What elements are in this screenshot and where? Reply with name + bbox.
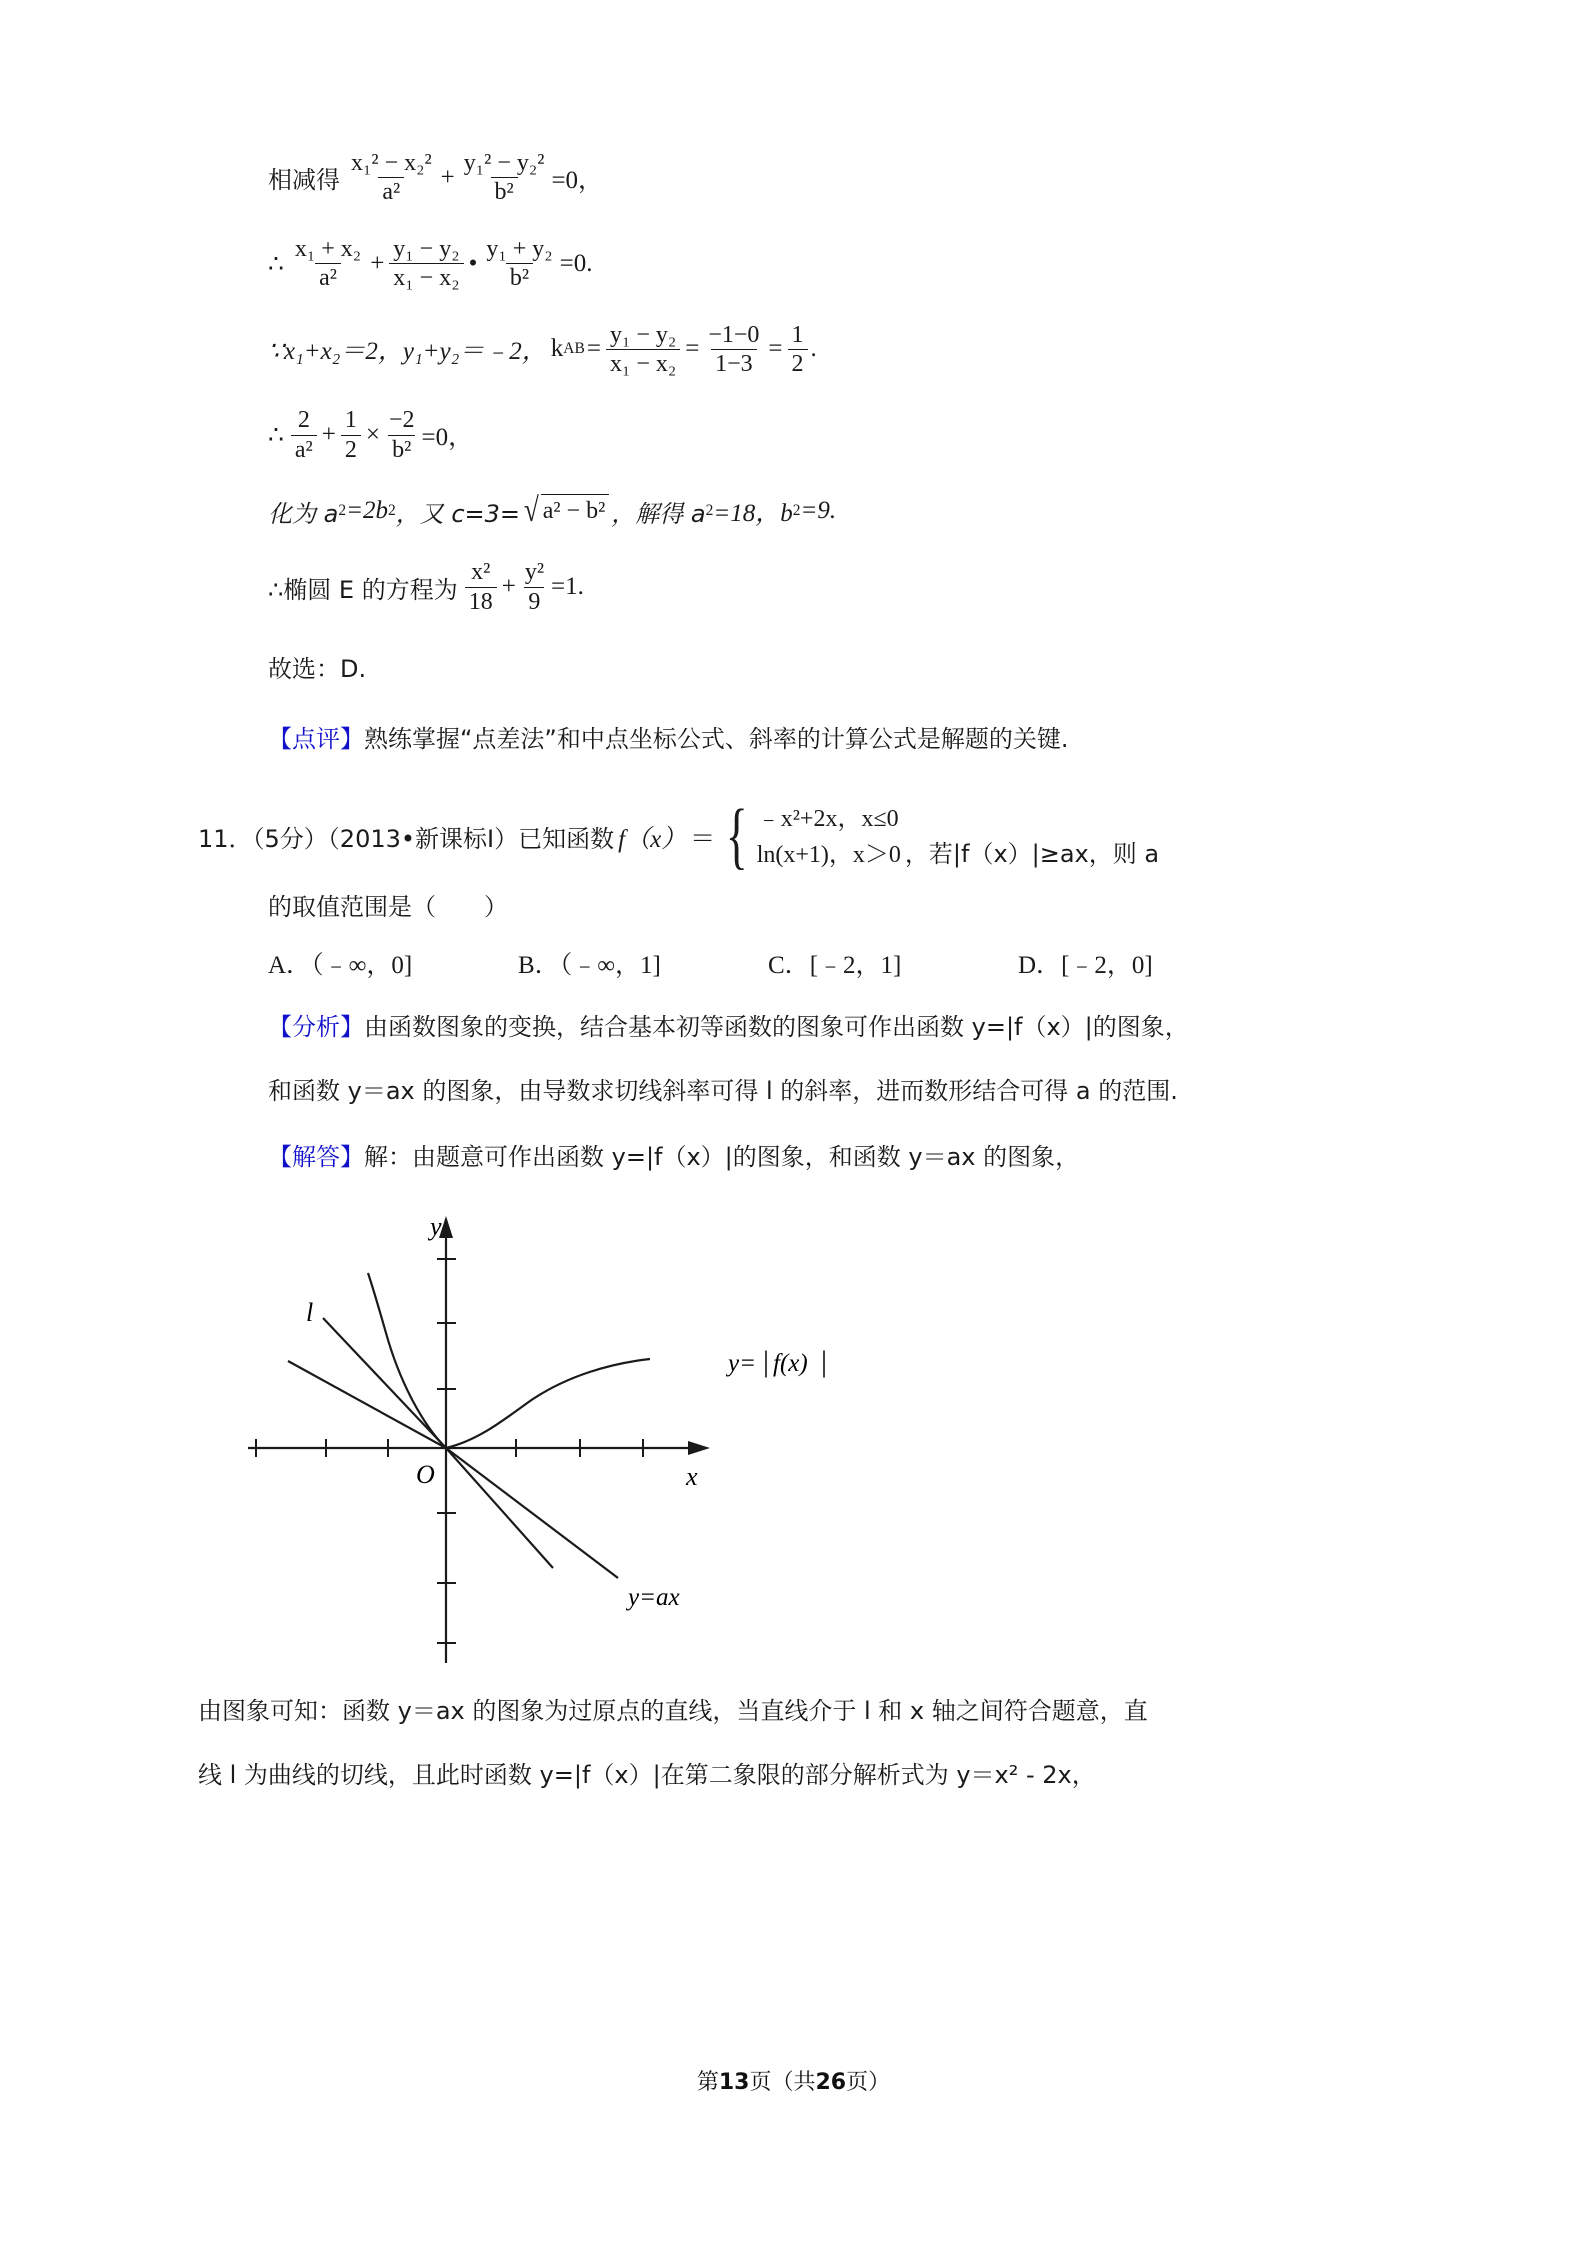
option-d-letter: D． bbox=[1018, 951, 1062, 979]
solution-line-6 bbox=[268, 559, 1358, 615]
tangent-line-l bbox=[323, 1318, 446, 1448]
left-brace: { bbox=[725, 795, 748, 878]
line-y-ax-lower-shallow bbox=[446, 1448, 618, 1578]
function-fx-label: f（x） bbox=[618, 825, 687, 853]
fraction-2a-denominator: a² bbox=[315, 263, 341, 291]
fraction-1b-denominator: b² bbox=[491, 177, 518, 205]
question-11-equals: ＝ bbox=[690, 825, 716, 853]
function-graph-figure bbox=[218, 1193, 858, 1673]
analysis-paragraph-line-2: 和函数 y＝ax 的图象，由导数求切线斜率可得 l 的斜率，进而数形结合可得 a 的范围. bbox=[268, 1076, 1178, 1105]
abs-bar-left: | bbox=[763, 1344, 770, 1378]
simplify-text-e: =18，b bbox=[713, 500, 793, 528]
plus-sign-1: + bbox=[440, 163, 455, 191]
origin-label: O bbox=[416, 1459, 435, 1489]
solution-line-6-tail: =1. bbox=[551, 573, 584, 601]
footer-total-pages: 26 bbox=[815, 2070, 847, 2095]
fraction-4a-denominator: a² bbox=[291, 435, 317, 463]
solution-line-3-lead: ∵x₁+x₂＝2，y₁+y₂＝﹣2， bbox=[268, 338, 547, 366]
fraction-1b-numerator: y₁² − y₂² bbox=[463, 150, 545, 176]
analysis-text-1: 由函数图象的变换，结合基本初等函数的图象可作出函数 y=|f（x）|的图象， bbox=[364, 1012, 1189, 1041]
fraction-4c bbox=[385, 407, 419, 463]
multiply-dot-1: • bbox=[468, 249, 478, 277]
curve-abs-f-right-branch bbox=[446, 1359, 650, 1448]
fraction-1b bbox=[460, 150, 549, 206]
x-axis-arrow bbox=[688, 1441, 710, 1455]
footer-page-number: 13 bbox=[718, 2070, 750, 2095]
line-label-y-ax: y=ax bbox=[628, 1583, 680, 1611]
answer-text-1: 解：由题意可作出函数 y=|f（x）|的图象，和函数 y＝ax 的图象， bbox=[364, 1142, 1080, 1171]
solution-line-1 bbox=[268, 150, 1358, 206]
simplify-text-f: =9. bbox=[800, 497, 837, 525]
plus-sign-6: + bbox=[501, 573, 516, 601]
solution-line-2-tail: =0. bbox=[559, 249, 593, 277]
x-axis-label: x bbox=[686, 1461, 698, 1491]
simplify-text-c: ，又 c=3= bbox=[395, 499, 521, 528]
curve-label-abs-f: y= bbox=[728, 1349, 756, 1377]
fraction-2b-numerator: y₁ − y₂ bbox=[393, 235, 460, 262]
fraction-3b bbox=[704, 322, 763, 378]
option-b-letter: B． bbox=[518, 951, 560, 979]
fraction-4c-denominator: b² bbox=[388, 435, 415, 463]
line-y-ax-lower-steep bbox=[446, 1448, 553, 1568]
review-tag: 【点评】 bbox=[268, 725, 364, 753]
equals-sign-3a: = bbox=[586, 335, 601, 363]
answer-options bbox=[268, 945, 1358, 981]
conclusion-line-2: 线 l 为曲线的切线，且此时函数 y=|f（x）|在第二象限的部分解析式为 y＝x² - 2x， bbox=[198, 1760, 1096, 1789]
footer-prefix: 第 bbox=[696, 2070, 719, 2095]
piecewise-function bbox=[719, 795, 901, 878]
solution-line-3: ∵x₁+x₂＝2，y₁+y₂＝﹣2， k AB = $\frac{\text{y₁ − y₂}}{\text{x₁ − x₂}}$ = $\frac{-1-0}{1-3}$ = $\frac{1}{2}$ . bbox=[268, 321, 817, 377]
option-a-value: （﹣∞，0] bbox=[311, 951, 413, 979]
solution-line-5: 化为 a 2 =2b 2 ，又 c=3= √ a² − b² ，解得 a 2 =18，b 2 =9. bbox=[268, 491, 837, 529]
fraction-1a-denominator: a² bbox=[378, 177, 404, 205]
review-paragraph bbox=[268, 715, 1358, 765]
fraction-4a bbox=[291, 407, 317, 463]
fraction-3a-denominator: x₁ − x₂ bbox=[606, 349, 680, 377]
option-b[interactable] bbox=[518, 945, 768, 981]
fraction-6a-denominator: 18 bbox=[465, 587, 497, 615]
fraction-4b-numerator: 1 bbox=[344, 407, 357, 434]
review-text: 熟练掌握“点差法”和中点坐标公式、斜率的计算公式是解题的关键. bbox=[364, 724, 1069, 753]
equals-sign-3c: = bbox=[768, 335, 783, 363]
piecewise-case-1: ﹣x²+2x，x≤0 bbox=[756, 805, 899, 832]
question-11-range-line: 的取值范围是（ ） bbox=[268, 892, 508, 921]
plus-sign-2: + bbox=[370, 249, 385, 277]
solution-line-3-tail: . bbox=[810, 335, 817, 363]
fraction-2c bbox=[482, 236, 556, 292]
answer-tag: 【解答】 bbox=[268, 1143, 364, 1171]
multiply-sign-4: × bbox=[365, 421, 380, 449]
slope-k-symbol: k bbox=[550, 335, 564, 363]
solution-line-4-tail: =0， bbox=[421, 424, 474, 452]
graph-svg bbox=[218, 1193, 858, 1673]
conclusion-line-1: 由图象可知：函数 y＝ax 的图象为过原点的直线，当直线介于 l 和 x 轴之间符合题意，直 bbox=[198, 1696, 1148, 1725]
option-c-letter: C． bbox=[768, 951, 810, 979]
option-d-value: [﹣2，0] bbox=[1061, 951, 1153, 979]
fraction-3b-numerator: −1−0 bbox=[708, 321, 760, 348]
fraction-2b-denominator: x₁ − x₂ bbox=[389, 263, 463, 291]
ellipse-equation-lead: ∴椭圆 E 的方程为 bbox=[268, 575, 458, 604]
fraction-2b bbox=[389, 236, 463, 292]
fraction-2c-numerator: y₁ + y₂ bbox=[486, 235, 553, 262]
fraction-2a bbox=[291, 236, 365, 292]
option-a-letter: A． bbox=[268, 951, 312, 979]
analysis-tag: 【分析】 bbox=[268, 1013, 364, 1041]
fraction-3a bbox=[606, 322, 680, 378]
abs-bar-right: | bbox=[821, 1344, 828, 1378]
simplify-text-a: 化为 a bbox=[268, 499, 339, 528]
fraction-3a-numerator: y₁ − y₂ bbox=[609, 321, 677, 348]
page-footer bbox=[0, 2065, 1587, 2096]
fraction-1a bbox=[347, 150, 436, 206]
tangent-line-label: l bbox=[306, 1297, 314, 1327]
curve-abs-f-left-branch bbox=[368, 1273, 446, 1448]
footer-middle: 页（共 bbox=[749, 2070, 816, 2095]
question-11 bbox=[198, 795, 1358, 1799]
radicand: a² − b² bbox=[541, 494, 610, 529]
fraction-2c-denominator: b² bbox=[506, 263, 533, 291]
fraction-6b-denominator: 9 bbox=[524, 587, 544, 615]
radical-sign: √ bbox=[523, 491, 539, 529]
page-content bbox=[198, 150, 1358, 1799]
fraction-6b bbox=[521, 559, 548, 615]
fraction-3c-denominator: 2 bbox=[788, 349, 808, 377]
piecewise-case-2: ln(x+1)，x＞0 bbox=[756, 841, 901, 868]
analysis-paragraph-line-1 bbox=[268, 1003, 1358, 1053]
fraction-3c-numerator: 1 bbox=[791, 321, 804, 348]
equals-sign-3b: = bbox=[685, 335, 700, 363]
fraction-4a-numerator: 2 bbox=[297, 407, 310, 434]
curve-label-fx: f(x) bbox=[773, 1349, 808, 1377]
fraction-3c bbox=[788, 322, 808, 378]
fraction-4b bbox=[341, 407, 361, 463]
option-c[interactable] bbox=[768, 945, 1018, 981]
option-d[interactable] bbox=[1018, 945, 1268, 981]
fraction-6a bbox=[465, 559, 497, 615]
fraction-6b-numerator: y² bbox=[524, 559, 545, 586]
footer-suffix: 页） bbox=[846, 2070, 891, 2095]
square-root-expression bbox=[522, 491, 609, 529]
question-11-number: 11．（5分）（2013•新课标Ⅰ）已知函数 bbox=[198, 825, 615, 854]
fraction-4b-denominator: 2 bbox=[341, 435, 361, 463]
solution-line-1-lead: 相减得 bbox=[268, 166, 340, 195]
simplify-text-d: ，解得 a bbox=[611, 499, 706, 528]
plus-sign-4: + bbox=[321, 421, 336, 449]
option-c-value: [﹣2，1] bbox=[809, 951, 902, 979]
fraction-1a-numerator: x₁² − x₂² bbox=[351, 150, 432, 176]
fraction-3b-denominator: 1−3 bbox=[711, 349, 757, 377]
line-y-ax-upper bbox=[288, 1361, 446, 1448]
option-a[interactable] bbox=[268, 945, 518, 981]
solution-line-1-tail: =0， bbox=[551, 166, 604, 194]
fraction-6a-numerator: x² bbox=[471, 559, 491, 586]
solution-line-4 bbox=[268, 407, 1358, 463]
piecewise-cases bbox=[755, 801, 901, 873]
answer-paragraph-line-1 bbox=[268, 1133, 1358, 1183]
fraction-4c-numerator: −2 bbox=[388, 407, 415, 434]
solution-line-2 bbox=[268, 236, 1358, 292]
option-b-value: （﹣∞，1] bbox=[559, 951, 661, 979]
therefore-symbol-1: ∴ bbox=[268, 250, 284, 278]
final-choice-line: 故选：D. bbox=[268, 654, 367, 683]
question-11-stem bbox=[198, 795, 1358, 878]
question-11-condition: ，若|f（x）|≥ax，则 a bbox=[904, 839, 1160, 868]
simplify-text-b: =2b bbox=[346, 497, 388, 525]
therefore-symbol-2: ∴ bbox=[268, 422, 284, 450]
fraction-2a-numerator: x₁ + x₂ bbox=[294, 235, 362, 262]
y-axis-label: y bbox=[430, 1211, 442, 1241]
